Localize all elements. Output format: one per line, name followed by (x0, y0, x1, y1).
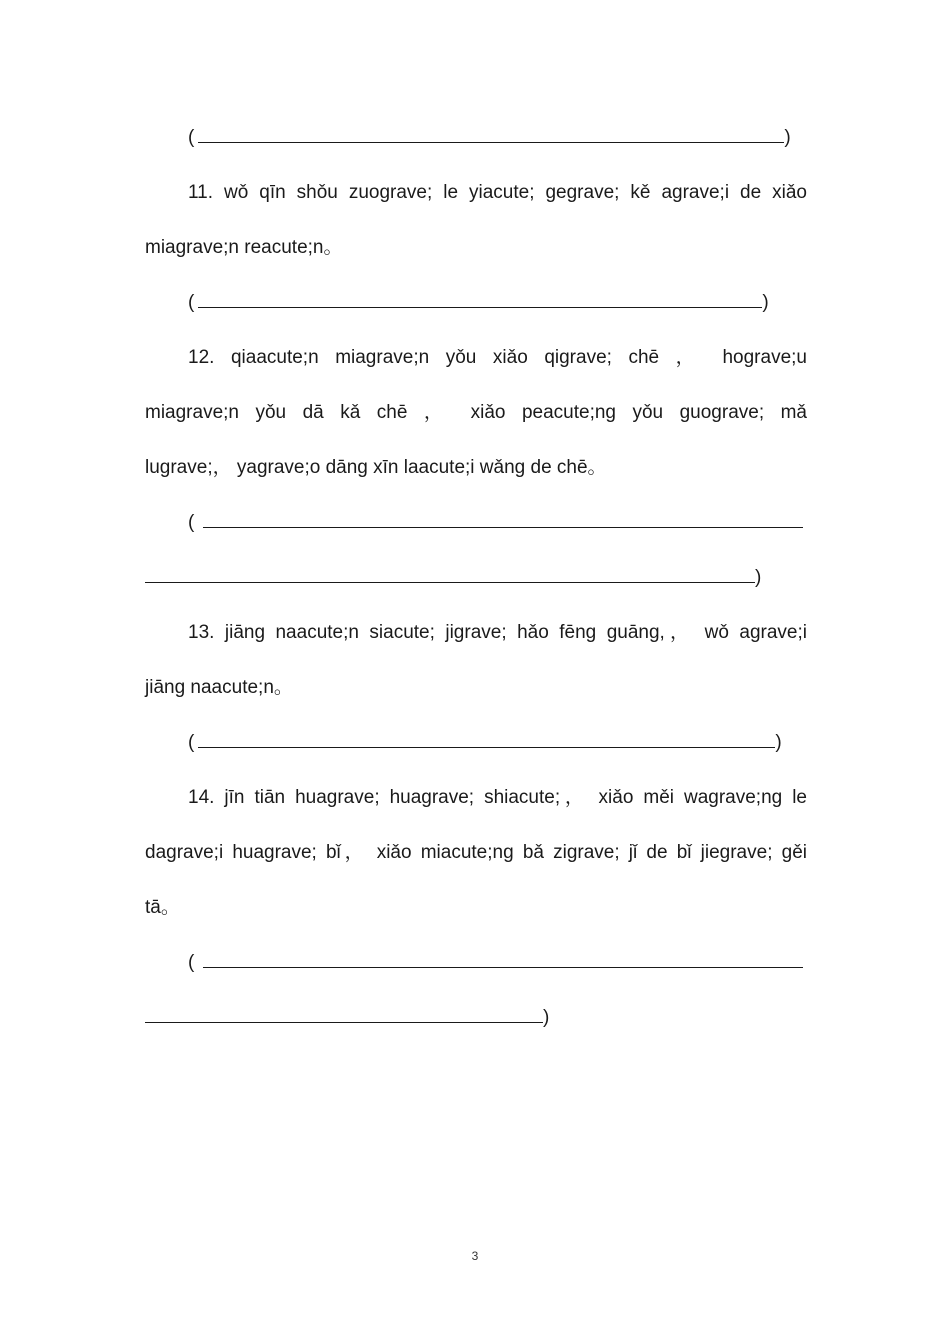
answer-underline (145, 566, 755, 583)
answer-underline (203, 511, 803, 528)
question-12-line-3: lugrave;， yagrave;o dāng xīn laacute;i wǎng de chē。 (145, 457, 607, 478)
close-paren: ) (775, 732, 782, 753)
answer-blank-line (145, 275, 807, 330)
answer-blank-line (145, 495, 807, 550)
question-12-line-2: miagrave;n yǒu dā kǎ chē ， xiǎo peacute;ng yǒu guograve; mǎ (145, 402, 807, 423)
answer-underline (203, 951, 803, 968)
open-paren: ( (188, 512, 195, 533)
close-paren: ) (755, 567, 762, 588)
close-paren: ) (762, 292, 769, 313)
answer-underline (145, 1006, 543, 1023)
open-paren: ( (188, 292, 195, 313)
question-14-line-3: tā。 (145, 897, 180, 918)
question-11-line-2: miagrave;n reacute;n。 (145, 237, 343, 258)
question-11-line-1: 11. wǒ qīn shǒu zuograve; le yiacute; gegrave; kě agrave;i de xiǎo (188, 182, 807, 203)
answer-underline (198, 126, 784, 143)
question-13-line-1: 13. jiāng naacute;n siacute; jigrave; hǎo fēng guāng,， wǒ agrave;i (188, 622, 807, 643)
close-paren: ) (784, 127, 791, 148)
answer-blank-line (145, 935, 807, 990)
question-14-line-2: dagrave;i huagrave; bǐ， xiǎo miacute;ng bǎ zigrave; jǐ de bǐ jiegrave; gěi (145, 842, 807, 863)
answer-blank-line-continued (145, 990, 807, 1045)
answer-underline (198, 731, 775, 748)
page-number: 3 (471, 1249, 479, 1263)
question-14-line-1: 14. jīn tiān huagrave; huagrave; shiacute;， xiǎo měi wagrave;ng le (188, 787, 807, 808)
open-paren: ( (188, 127, 195, 148)
answer-underline (198, 291, 762, 308)
question-13-line-2: jiāng naacute;n。 (145, 677, 293, 698)
answer-blank-line (145, 110, 807, 165)
answer-blank-line-continued (145, 550, 807, 605)
answer-blank-line (145, 715, 807, 770)
close-paren: ) (543, 1007, 550, 1028)
open-paren: ( (188, 732, 195, 753)
question-12-line-1: 12. qiaacute;n miagrave;n yǒu xiǎo qigrave; chē ， hograve;u (188, 347, 807, 368)
open-paren: ( (188, 952, 195, 973)
